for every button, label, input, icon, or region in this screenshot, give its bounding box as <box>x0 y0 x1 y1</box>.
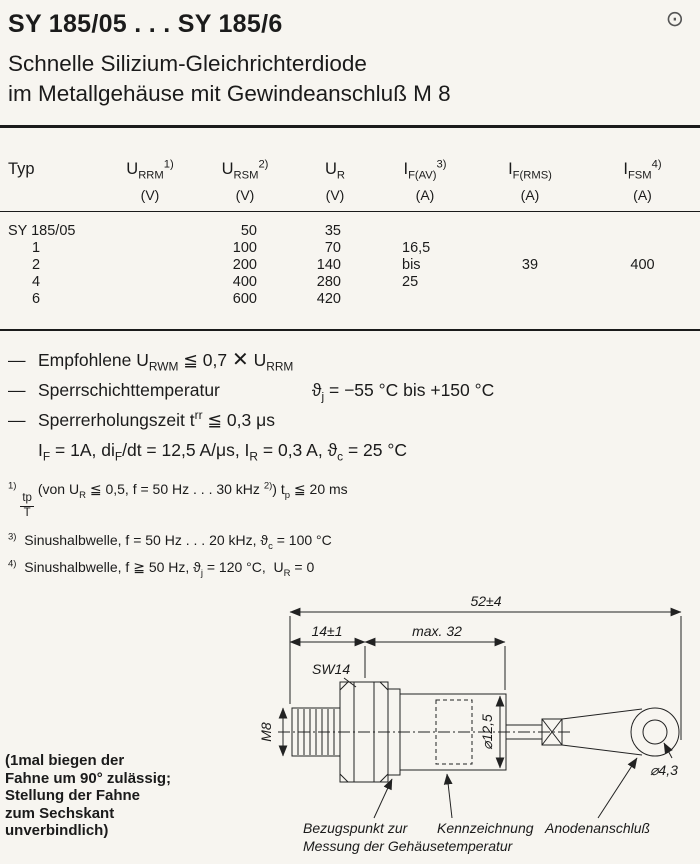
dim-total-label: 52±4 <box>470 593 502 609</box>
dim-stud-label: 14±1 <box>311 623 343 639</box>
cell-typ: 6 <box>32 290 41 307</box>
bending-note-line: Stellung der Fahne <box>5 787 141 804</box>
dash-bullet: — <box>8 380 26 400</box>
ring-terminal-hole <box>643 720 667 744</box>
package-drawing <box>0 592 700 864</box>
footnote-1: $^{1)}$ $\frac{tp}{T}$ (von $U_R$ ≦ 0,5, f = 50 Hz . . . 30 kHz $^{2)}$) $t_p$ ≦ 20 ms <box>8 480 348 519</box>
table-header-row <box>0 148 700 212</box>
dim-max-label: max. 32 <box>412 623 462 639</box>
flag-edge <box>562 709 642 719</box>
note-text: Sperrerholungszeit $t^{rr}$ ≦ 0,3 μs <box>38 408 275 430</box>
footnote-3: $^{3)}$ Sinushalbwelle, f = 50 Hz . . . 20 kHz, $ϑ_c = 100$ °C <box>8 530 332 552</box>
package-drawing-section <box>0 592 700 864</box>
reference-point-label: Messung der Gehäusetemperatur <box>303 838 513 854</box>
note-text: $I_F = 1A$, $di_F/dt = 12,5$ A/μs, $I_R = 0,3$ A, $ϑ_c = 25$ °C <box>38 440 408 464</box>
col-header-ur: $U_R$ (V) <box>295 148 375 212</box>
ring-terminal-outline <box>631 708 679 756</box>
reference-point-label: Bezugspunkt zur <box>303 820 408 836</box>
cell-typ: SY 185/05 <box>8 222 76 239</box>
bending-note-line: Fahne um 90° zulässig; <box>5 769 172 787</box>
bending-note-line: unverbindlich) <box>5 822 109 839</box>
col-header-typ: Typ <box>0 148 105 212</box>
callout-arrow-anode <box>598 758 637 818</box>
note-test-conditions <box>8 435 700 465</box>
hole-diameter-label: ⌀4,3 <box>650 762 678 778</box>
callout-arrow-marking <box>447 774 452 818</box>
note-reverse-recovery <box>8 405 700 435</box>
col-header-ursm: $U_{RSM}^{2)}$ (V) <box>195 148 295 212</box>
wrench-size-label: SW14 <box>312 661 351 677</box>
page-title: SY 185/05 . . . SY 185/6 <box>8 10 283 38</box>
table-row: 4 400 280 25 <box>0 273 700 290</box>
footnote-4: $^{4)}$ Sinushalbwelle, f ≧ 50 Hz, $ϑ_j = 120$ °C, $U_R = 0$ <box>8 557 315 579</box>
cell-typ: 1 <box>32 239 41 256</box>
subtitle-line-2: im Metallgehäuse mit Gewindeanschluß M 8 <box>8 81 451 106</box>
col-header-ifsm: $I_{FSM}^{4)}$ (A) <box>585 148 700 212</box>
bending-note-line: (1mal biegen der <box>5 752 125 769</box>
dash-bullet: — <box>8 350 26 370</box>
subtitle-line-1: Schnelle Silizium-Gleichrichterdiode <box>8 51 367 76</box>
marking-label: Kennzeichnung <box>437 820 534 836</box>
note-text: Empfohlene $U_{RWM}$ ≦ 0,7 ✕ $U_{RRM}$ <box>38 349 294 374</box>
col-header-ifav: $I_{F(AV)}^{3)}$ (A) <box>375 148 475 212</box>
body-diameter-label: ⌀12,5 <box>479 714 495 750</box>
anode-connection-label: Anodenanschluß <box>545 820 651 836</box>
table-row: 1 100 70 16,5 <box>0 239 700 256</box>
table-row: 2 200 140 bis 39 400 <box>0 256 700 273</box>
table-bottom-rule <box>0 329 700 331</box>
bending-note-line: zum Sechskant <box>5 804 115 822</box>
dash-bullet <box>8 435 38 465</box>
cell-typ: 4 <box>32 273 41 290</box>
note-junction-temperature <box>8 375 700 405</box>
note-text: Sperrschichttemperatur $ϑ_j = -55$ °C bis +150 °C <box>38 380 495 404</box>
callout-arrow-reference-point <box>374 779 392 818</box>
footnotes <box>8 480 700 579</box>
col-header-ifrms: $I_{F(RMS)}$ (A) <box>475 148 585 212</box>
characteristics-notes <box>8 345 700 465</box>
registration-mark-icon: ⊙ <box>665 6 684 31</box>
thread-size-label: M8 <box>258 722 274 742</box>
table-row: SY 185/05 50 35 <box>0 212 700 240</box>
table-row: 6 600 420 <box>0 290 700 329</box>
cell-typ: 2 <box>32 256 41 273</box>
dash-bullet: — <box>8 410 26 430</box>
top-rule <box>0 125 700 128</box>
drawing-labels <box>258 593 678 854</box>
col-header-urrm: $U_{RRM}^{1)}$ (V) <box>105 148 195 212</box>
ratings-table <box>0 148 700 329</box>
flag-edge <box>562 745 642 755</box>
note-recommended-urwm <box>8 345 700 375</box>
page-header <box>0 0 700 109</box>
